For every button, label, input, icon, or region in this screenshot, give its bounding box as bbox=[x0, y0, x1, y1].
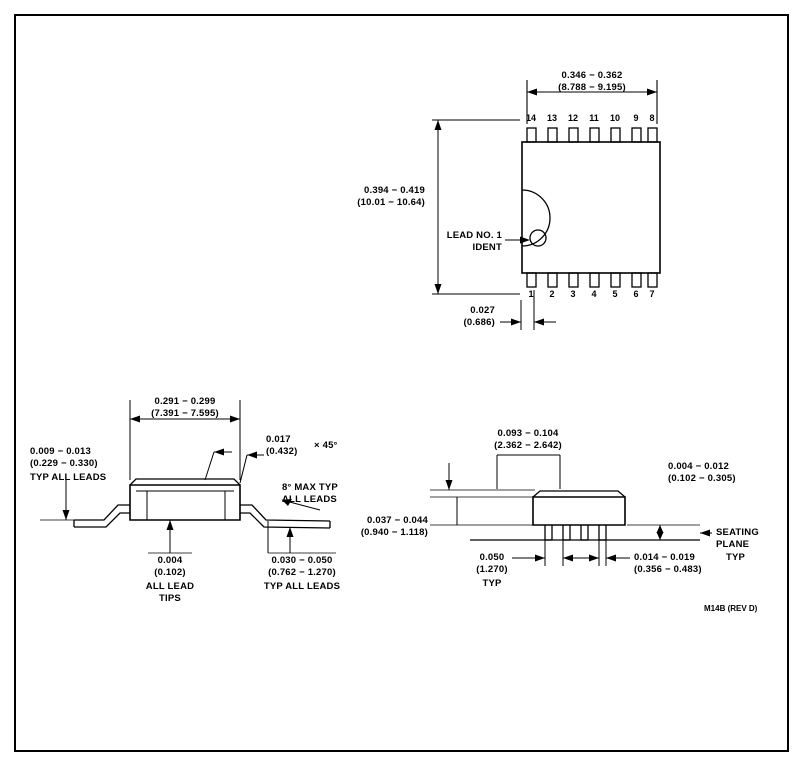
draft-angle-note-line1 bbox=[282, 482, 338, 493]
seating-plane-label-line2 bbox=[716, 539, 749, 550]
lead-tip-note-2 bbox=[130, 593, 210, 604]
lead-width-dim bbox=[634, 552, 695, 563]
lead-thickness-dim bbox=[30, 446, 91, 457]
chamfer-mm: (0.432) bbox=[266, 446, 298, 457]
lead-width-note bbox=[726, 552, 745, 563]
end-body-height-inch: 0.037 − 0.044 bbox=[367, 515, 428, 526]
top-view-width-dimension-mm bbox=[512, 82, 672, 93]
pin-number-2: 2 bbox=[549, 289, 555, 299]
top-height-mm: (10.01 − 10.64) bbox=[357, 197, 425, 208]
lead-tip-inch: 0.004 bbox=[157, 555, 183, 566]
pin-number-4: 4 bbox=[591, 289, 597, 299]
draft-angle-note-line2 bbox=[282, 494, 337, 505]
top-width-mm: (8.788 − 9.195) bbox=[558, 82, 626, 93]
pin-number-12: 12 bbox=[567, 113, 578, 123]
seating-plane-label-line1 bbox=[716, 527, 759, 538]
standoff-inch: 0.004 − 0.012 bbox=[668, 461, 729, 472]
lead-thickness-mm: (0.229 − 0.330) bbox=[30, 458, 98, 469]
chamfer-inch: 0.017 bbox=[266, 434, 291, 445]
pin-number-10: 10 bbox=[609, 113, 620, 123]
end-body-height-mm bbox=[330, 527, 428, 538]
pin-number-13: 13 bbox=[546, 113, 557, 123]
lead-tip-note-1 bbox=[130, 581, 210, 592]
top-view-pitch-dimension-mm bbox=[420, 317, 495, 328]
end-body-height bbox=[330, 515, 428, 526]
standoff-dim bbox=[668, 461, 729, 472]
top-pitch-inch: 0.027 bbox=[470, 305, 495, 316]
lead-tip-mm: (0.102) bbox=[154, 567, 186, 578]
foot-length-dim-mm bbox=[242, 567, 362, 578]
draft-angle-text1: 8° MAX TYP bbox=[282, 482, 338, 493]
end-body-height-mm-val: (0.940 − 1.118) bbox=[360, 527, 428, 538]
end-pitch-inch: 0.050 bbox=[479, 552, 505, 563]
lead-ident-text1: LEAD NO. 1 bbox=[446, 230, 502, 241]
foot-length-dim bbox=[242, 555, 362, 566]
end-pitch-dim-mm bbox=[462, 564, 522, 575]
lead-thickness-dim-mm bbox=[30, 458, 98, 469]
pin-number-8: 8 bbox=[649, 113, 655, 123]
lead-tip-dim-mm bbox=[130, 567, 210, 578]
lead-tip-note-text2: TIPS bbox=[159, 593, 181, 604]
lead-thickness-note bbox=[30, 472, 106, 483]
side-body-length-inch: 0.291 − 0.299 bbox=[154, 396, 216, 407]
end-body-width-inch: 0.093 − 0.104 bbox=[497, 428, 559, 439]
lead-ident-text2: IDENT bbox=[472, 242, 502, 253]
end-body-width-mm bbox=[468, 440, 588, 451]
standoff-mm: (0.102 − 0.305) bbox=[668, 473, 736, 484]
lead-width-dim-mm bbox=[634, 564, 702, 575]
top-view-pitch-dimension bbox=[420, 305, 495, 316]
top-height-inch: 0.394 − 0.419 bbox=[364, 185, 425, 196]
top-view-width-dimension bbox=[512, 70, 672, 81]
side-body-length-mm bbox=[120, 408, 250, 419]
side-body-length bbox=[120, 396, 250, 407]
foot-length-note-text: TYP ALL LEADS bbox=[263, 581, 341, 592]
lead-tip-note-text1: ALL LEAD bbox=[145, 581, 195, 592]
lead-thickness-note-text: TYP ALL LEADS bbox=[30, 472, 107, 483]
chamfer-dim-mm bbox=[266, 446, 298, 457]
pin-number-7: 7 bbox=[649, 289, 655, 299]
lead-no-1-ident-label-line2 bbox=[380, 242, 502, 253]
top-pitch-mm: (0.686) bbox=[463, 317, 495, 328]
end-body-width bbox=[468, 428, 588, 439]
pin-number-1: 1 bbox=[528, 289, 534, 299]
lead-thickness-inch: 0.009 − 0.013 bbox=[30, 446, 91, 457]
foot-length-mm: (0.762 − 1.270) bbox=[268, 567, 336, 578]
end-body-width-mm-val: (2.362 − 2.642) bbox=[494, 440, 562, 451]
pin-number-5: 5 bbox=[612, 289, 618, 299]
standoff-dim-mm bbox=[668, 473, 736, 484]
seating-plane-text1: SEATING bbox=[716, 527, 759, 538]
chamfer-angle-label bbox=[314, 440, 338, 451]
revision-note: M14B (REV D) bbox=[704, 604, 758, 613]
foot-length-note bbox=[242, 581, 362, 592]
seating-plane-text2: PLANE bbox=[716, 539, 750, 550]
lead-width-mm: (0.356 − 0.483) bbox=[634, 564, 702, 575]
lead-width-note-text: TYP bbox=[726, 552, 746, 563]
lead-tip-dim bbox=[130, 555, 210, 566]
top-width-inch: 0.346 − 0.362 bbox=[561, 70, 623, 81]
lead-no-1-ident-label-line1 bbox=[380, 230, 502, 241]
pin-number-14: 14 bbox=[525, 113, 536, 123]
pin-number-9: 9 bbox=[633, 113, 639, 123]
chamfer-angle-text: × 45° bbox=[314, 440, 338, 451]
end-pitch-mm: (1.270) bbox=[476, 564, 508, 575]
top-view-height-dimension bbox=[295, 185, 425, 196]
pin-number-3: 3 bbox=[570, 289, 576, 299]
pin-number-11: 11 bbox=[589, 113, 599, 123]
pin-number-6: 6 bbox=[633, 289, 639, 299]
end-pitch-note bbox=[462, 578, 522, 589]
lead-width-inch: 0.014 − 0.019 bbox=[634, 552, 695, 563]
draft-angle-text2: ALL LEADS bbox=[282, 494, 337, 505]
side-body-length-mm-val: (7.391 − 7.595) bbox=[151, 408, 219, 419]
top-view-height-dimension-mm bbox=[295, 197, 425, 208]
foot-length-inch: 0.030 − 0.050 bbox=[271, 555, 333, 566]
end-pitch-dim bbox=[462, 552, 522, 563]
chamfer-dim bbox=[266, 434, 291, 445]
end-pitch-note-text: TYP bbox=[482, 578, 502, 589]
